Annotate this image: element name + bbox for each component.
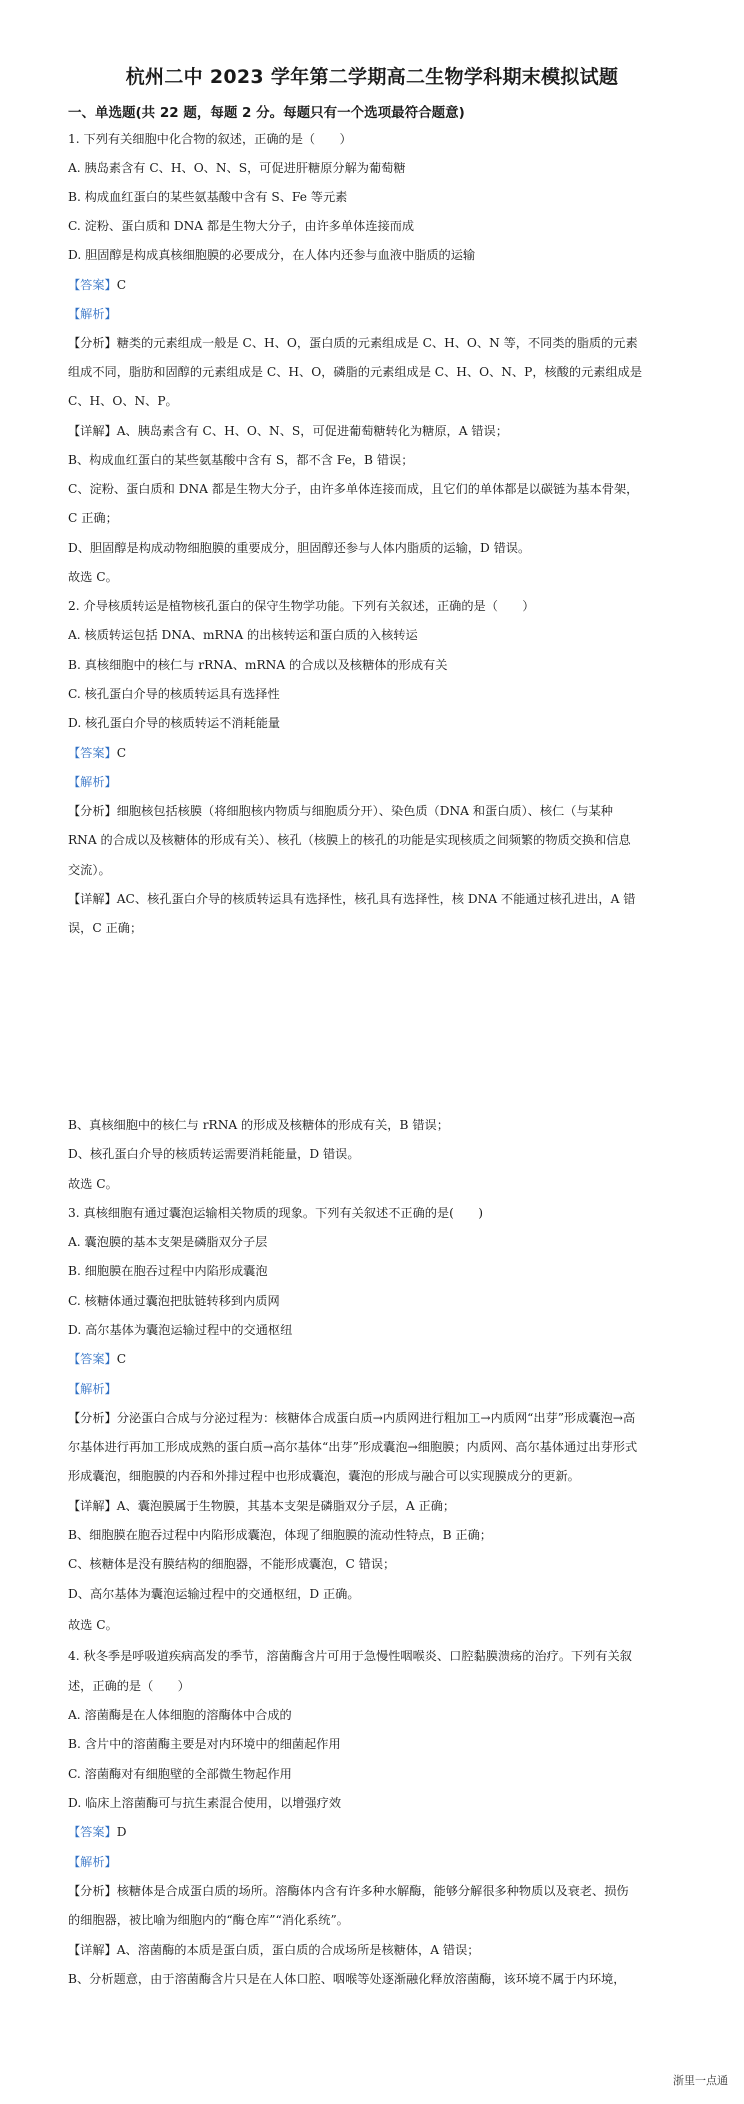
detail-text: A、溶菌酶的本质是蛋白质，蛋白质的合成场所是核糖体，A 错误； — [116, 1943, 480, 1957]
option-a: A. 溶菌酶是在人体细胞的溶酶体中合成的 — [68, 1708, 292, 1722]
analysis-text: 形成囊泡，细胞膜的内吞和外排过程中也形成囊泡，囊泡的形成与融合可以实现膜成分的更新。 — [68, 1469, 580, 1483]
detail-text: B、构成血红蛋白的某些氨基酸中含有 S，都不含 Fe，B 错误； — [68, 453, 414, 467]
analysis-tag: 【解析】 — [68, 1382, 117, 1396]
analysis-text: 分泌蛋白合成与分泌过程为：核糖体合成蛋白质→内质网进行粗加工→内质网“出芽”形成囊泡→高 — [116, 1411, 636, 1425]
question-stem: 3. 真核细胞有通过囊泡运输相关物质的现象。下列有关叙述不正确的是( ) — [68, 1206, 484, 1220]
analysis-label: 【分析】 — [68, 1884, 117, 1898]
analysis-text: 组成不同，脂肪和固醇的元素组成是 C、H、O，磷脂的元素组成是 C、H、O、N、P，核酸的元素组成是 — [68, 365, 643, 379]
detail-text: C、核糖体是没有膜结构的细胞器，不能形成囊泡，C 错误； — [68, 1557, 396, 1571]
analysis-text: 细胞核包括核膜（将细胞核内物质与细胞质分开）、染色质（DNA 和蛋白质）、核仁（与某种 — [116, 804, 613, 818]
detail-text: A、囊泡膜属于生物膜，其基本支架是磷脂双分子层，A 正确； — [116, 1499, 456, 1513]
page-title: 杭州二中 2023 学年第二学期高二生物学科期末模拟试题 — [125, 66, 619, 88]
answer-value: C — [116, 1352, 127, 1366]
option-a: A. 囊泡膜的基本支架是磷脂双分子层 — [68, 1235, 268, 1249]
answer-tag: 【答案】 — [68, 1352, 117, 1366]
conclusion: 故选 C。 — [68, 1618, 118, 1632]
detail-line — [68, 1497, 680, 1515]
answer-tag: 【答案】 — [68, 278, 117, 292]
answer-tag: 【答案】 — [68, 746, 117, 760]
analysis-line — [68, 802, 680, 820]
option-d: D. 临床上溶菌酶可与抗生素混合使用，以增强疗效 — [68, 1796, 342, 1810]
analysis-text: RNA 的合成以及核糖体的形成有关）、核孔（核膜上的核孔的功能是实现核质之间频繁的物质交换和信息 — [68, 833, 631, 847]
option-b: B. 细胞膜在胞吞过程中内陷形成囊泡 — [68, 1264, 268, 1278]
option-b: B. 含片中的溶菌酶主要是对内环境中的细菌起作用 — [68, 1737, 341, 1751]
analysis-line — [68, 1409, 680, 1427]
conclusion: 故选 C。 — [68, 1177, 118, 1191]
analysis-text: 的细胞器，被比喻为细胞内的“酶仓库”“消化系统”。 — [68, 1913, 349, 1927]
detail-text: B、真核细胞中的核仁与 rRNA 的形成及核糖体的形成有关，B 错误； — [68, 1118, 449, 1132]
detail-label: 【详解】 — [68, 1499, 117, 1513]
detail-label: 【详解】 — [68, 424, 117, 438]
detail-text: B、分析题意，由于溶菌酶含片只是在人体口腔、咽喉等处逐渐融化释放溶菌酶，该环境不属于内环境， — [68, 1972, 626, 1986]
analysis-text: 交流）。 — [68, 863, 111, 877]
answer-value: C — [116, 746, 127, 760]
option-b: B. 真核细胞中的核仁与 rRNA、mRNA 的合成以及核糖体的形成有关 — [68, 658, 448, 672]
question-stem: 述，正确的是（ ） — [68, 1679, 190, 1693]
option-b: B. 构成血红蛋白的某些氨基酸中含有 S、Fe 等元素 — [68, 190, 348, 204]
analysis-label: 【分析】 — [68, 804, 117, 818]
answer-line — [68, 1350, 680, 1368]
detail-text: AC、核孔蛋白介导的核质转运具有选择性，核孔具有选择性，核 DNA 不能通过核孔进出，A 错 — [116, 892, 636, 906]
option-c: C. 淀粉、蛋白质和 DNA 都是生物大分子，由许多单体连接而成 — [68, 219, 415, 233]
question-stem: 4. 秋冬季是呼吸道疾病高发的季节，溶菌酶含片可用于急慢性咽喉炎、口腔黏膜溃疡的治疗。下列有关叙 — [68, 1649, 632, 1663]
analysis-tag: 【解析】 — [68, 307, 117, 321]
detail-text: D、高尔基体为囊泡运输过程中的交通枢纽，D 正确。 — [68, 1587, 360, 1601]
detail-text: B、细胞膜在胞吞过程中内陷形成囊泡，体现了细胞膜的流动性特点，B 正确； — [68, 1528, 492, 1542]
option-a: A. 胰岛素含有 C、H、O、N、S，可促进肝糖原分解为葡萄糖 — [68, 161, 406, 175]
analysis-text: C、H、O、N、P。 — [68, 394, 178, 408]
analysis-line — [68, 334, 680, 352]
analysis-text: 糖类的元素组成一般是 C、H、O，蛋白质的元素组成是 C、H、O、N 等，不同类的脂质的元素 — [116, 336, 638, 350]
footer-watermark: 浙里一点通 — [673, 2074, 728, 2087]
detail-text: C、淀粉、蛋白质和 DNA 都是生物大分子，由许多单体连接而成，且它们的单体都是以碳链为基本骨架， — [68, 482, 639, 496]
option-c: C. 核孔蛋白介导的核质转运具有选择性 — [68, 687, 280, 701]
option-a: A. 核质转运包括 DNA、mRNA 的出核转运和蛋白质的入核转运 — [68, 628, 418, 642]
answer-value: C — [116, 278, 127, 292]
analysis-tag: 【解析】 — [68, 775, 117, 789]
answer-line — [68, 1823, 680, 1841]
option-c: C. 溶菌酶对有细胞壁的全部微生物起作用 — [68, 1767, 292, 1781]
answer-line — [68, 744, 680, 762]
conclusion: 故选 C。 — [68, 570, 118, 584]
analysis-line — [68, 1882, 680, 1900]
option-c: C. 核糖体通过囊泡把肽链转移到内质网 — [68, 1294, 280, 1308]
analysis-text: 尔基体进行再加工形成成熟的蛋白质→高尔基体“出芽”形成囊泡→细胞膜；内质网、高尔基体通过出芽形式 — [68, 1440, 638, 1454]
option-d: D. 胆固醇是构成真核细胞膜的必要成分，在人体内还参与血液中脂质的运输 — [68, 248, 476, 262]
detail-label: 【详解】 — [68, 892, 117, 906]
section-heading: 一、单选题(共 22 题，每题 2 分。每题只有一个选项最符合题意) — [68, 105, 465, 121]
detail-text: 误，C 正确； — [68, 921, 143, 935]
analysis-label: 【分析】 — [68, 1411, 117, 1425]
analysis-label: 【分析】 — [68, 336, 117, 350]
question-stem: 1. 下列有关细胞中化合物的叙述，正确的是（ ） — [68, 132, 352, 146]
answer-value: D — [116, 1825, 127, 1839]
detail-text: C 正确； — [68, 511, 118, 525]
analysis-tag: 【解析】 — [68, 1855, 117, 1869]
detail-text: D、胆固醇是构成动物细胞膜的重要成分，胆固醇还参与人体内脂质的运输，D 错误。 — [68, 541, 531, 555]
detail-label: 【详解】 — [68, 1943, 117, 1957]
answer-tag: 【答案】 — [68, 1825, 117, 1839]
detail-line — [68, 1941, 680, 1959]
question-stem: 2. 介导核质转运是植物核孔蛋白的保守生物学功能。下列有关叙述，正确的是（ ） — [68, 599, 535, 613]
option-d: D. 高尔基体为囊泡运输过程中的交通枢纽 — [68, 1323, 293, 1337]
detail-line — [68, 890, 680, 908]
detail-line — [68, 422, 680, 440]
analysis-text: 核糖体是合成蛋白质的场所。溶酶体内含有许多种水解酶，能够分解很多种物质以及衰老、损伤 — [116, 1884, 629, 1898]
answer-line — [68, 276, 680, 294]
detail-text: D、核孔蛋白介导的核质转运需要消耗能量，D 错误。 — [68, 1147, 360, 1161]
option-d: D. 核孔蛋白介导的核质转运不消耗能量 — [68, 716, 281, 730]
detail-text: A、胰岛素含有 C、H、O、N、S，可促进葡萄糖转化为糖原，A 错误； — [116, 424, 508, 438]
